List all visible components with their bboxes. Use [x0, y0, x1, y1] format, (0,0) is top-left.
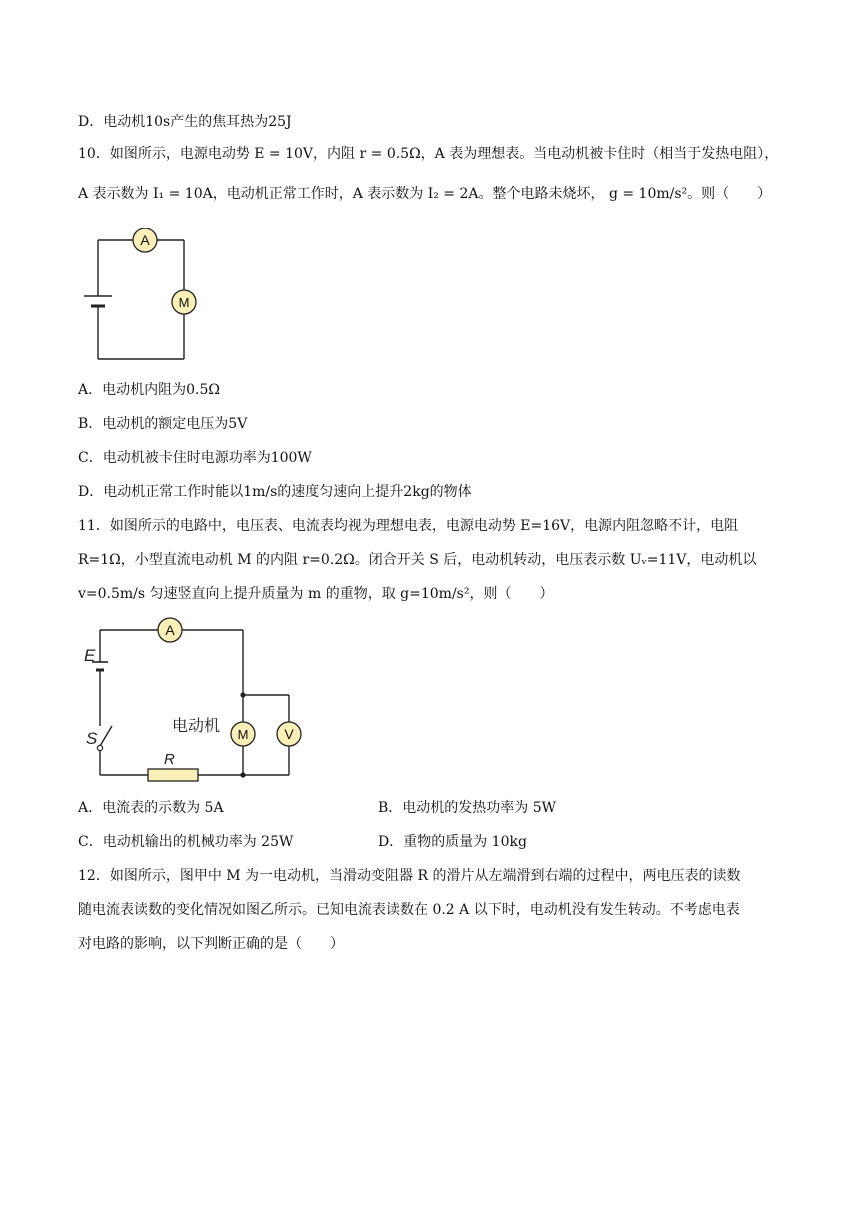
q10-option-b: B．电动机的额定电压为5V [78, 416, 248, 432]
q10-option-d: D．电动机正常工作时能以1m/s的速度匀速向上提升2kg的物体 [78, 484, 472, 500]
q10-motor [172, 290, 196, 314]
q12-stem-line1: 12．如图所示，图甲中 M 为一电动机，当滑动变阻器 R 的滑片从左端滑到右端的过程中，两电压表的读数 [78, 868, 741, 884]
q10-motor-label: M [178, 295, 190, 310]
q11-switch-contact [97, 745, 102, 750]
q11-junction-bottom [240, 772, 245, 777]
q12-stem-line2: 随电流表读数的变化情况如图乙所示。已知电流表读数在 0.2 A 以下时，电动机没有发生转动。不考虑电表 [78, 902, 740, 918]
q11-option-a: A．电流表的示数为 5A [78, 800, 224, 816]
q11-motor [231, 722, 255, 746]
q10-ammeter-label: A [140, 232, 150, 248]
q11-motor-label: M [237, 727, 249, 742]
q10-stem-line2: A 表示数为 I₁ = 10A，电动机正常工作时，A 表示数为 I₂ = 2A。整个电路未烧坏， g = 10m/s²。则（ ） [78, 186, 772, 202]
q10-circuit-diagram [80, 228, 210, 364]
q10-stem-line1: 10．如图所示，电源电动势 E = 10V，内阻 r = 0.5Ω，A 表为理想表。当电动机被卡住时（相当于发热电阻）， [78, 146, 779, 162]
q11-resistor [148, 769, 198, 781]
q11-ammeter [158, 618, 182, 642]
q11-motor-text: 电动机 [172, 718, 221, 735]
q11-source-label: E [84, 646, 96, 665]
q11-option-b: B．电动机的发热功率为 5W [378, 800, 557, 816]
q11-junction-top [240, 692, 245, 697]
q11-ammeter-label: A [165, 622, 175, 638]
q11-stem-line1: 11．如图所示的电路中，电压表、电流表均视为理想电表，电源电动势 E=16V，电源内阻忽略不计，电阻 [78, 518, 739, 534]
q11-voltmeter-label: V [284, 726, 294, 742]
q11-resistor-label: R [164, 751, 175, 768]
q11-voltmeter [277, 722, 301, 746]
q12-stem-line3: 对电路的影响，以下判断正确的是（ ） [78, 936, 344, 952]
q9-option-d: D．电动机10s产生的焦耳热为25J [78, 114, 292, 130]
q11-circuit-diagram [80, 614, 310, 790]
q11-option-d: D．重物的质量为 10kg [378, 834, 527, 850]
q11-switch-label: S [86, 729, 98, 748]
q10-option-a: A．电动机内阻为0.5Ω [78, 382, 220, 398]
q10-option-c: C．电动机被卡住时电源功率为100W [78, 450, 312, 466]
q10-ammeter [133, 228, 157, 252]
q11-stem-line3: v=0.5m/s 匀速竖直向上提升质量为 m 的重物，取 g=10m/s²，则（ ） [78, 586, 554, 602]
q11-option-c: C．电动机输出的机械功率为 25W [78, 834, 294, 850]
q11-stem-line2: R=1Ω，小型直流电动机 M 的内阻 r=0.2Ω。闭合开关 S 后，电动机转动，电压表示数 Uᵥ=11V，电动机以 [78, 552, 757, 568]
